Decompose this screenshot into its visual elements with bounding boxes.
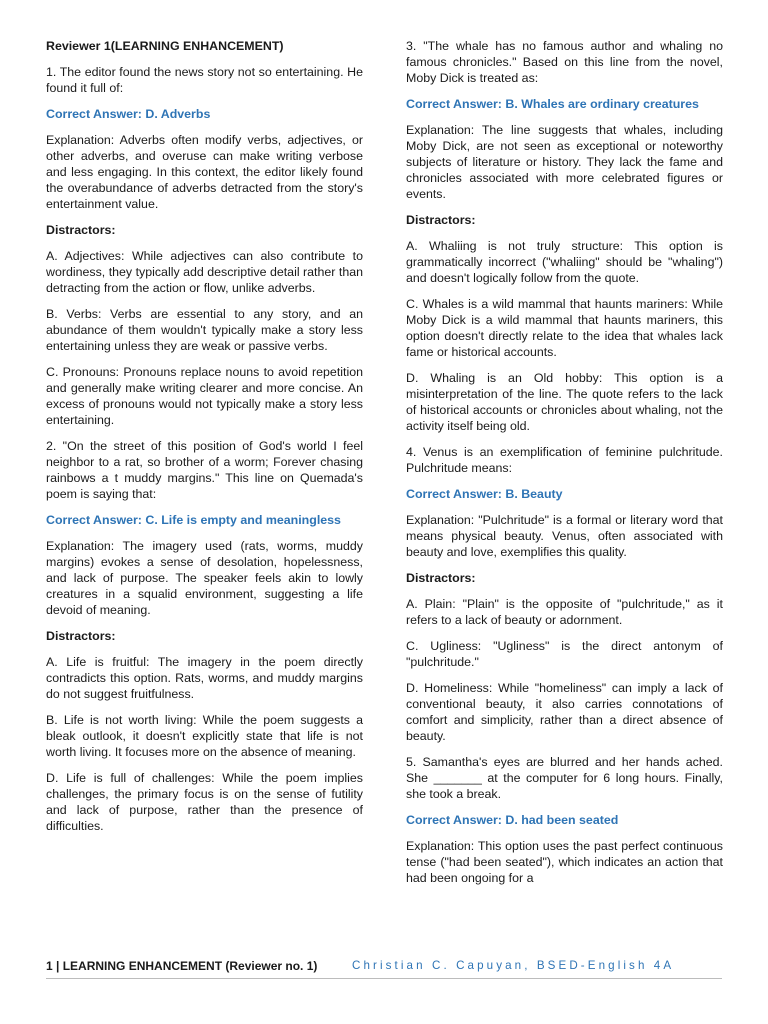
question-2: 2. "On the street of this position of God's world I feel neighbor to a rat, so brother of a worm; Forever chasing rainbows a t muddy margins." This line on Quemada's poem is saying that:	[46, 439, 363, 501]
question-5: 5. Samantha's eyes are blurred and her hands ached. She _______ at the computer for 6 long hours. Finally, she took a break.	[406, 755, 723, 801]
explanation-5: Explanation: This option uses the past perfect continuous tense ("had been seated"), which indicates an action that had been ongoing for a	[406, 839, 723, 885]
document-title: Reviewer 1(LEARNING ENHANCEMENT)	[46, 39, 284, 53]
distractor-2d: D. Life is full of challenges: While the poem implies challenges, the primary focus is on the sense of futility and lack of purpose, rather than the presence of difficulties.	[46, 771, 363, 833]
left-column	[46, 38, 363, 844]
distractors-heading-2: Distractors:	[46, 629, 116, 643]
distractor-4d: D. Homeliness: While "homeliness" can imply a lack of conventional beauty, it also carries connotations of comfort and simplicity, rather than a direct absence of beauty.	[406, 681, 723, 743]
question-1: 1. The editor found the news story not so entertaining. He found it full of:	[46, 65, 363, 95]
distractor-2a: A. Life is fruitful: The imagery in the poem directly contradicts this option. Rats, worms, and muddy margins do not suggest fruitfulness.	[46, 655, 363, 701]
distractors-heading-1: Distractors:	[46, 223, 116, 237]
distractors-heading-4: Distractors:	[406, 571, 476, 585]
explanation-2: Explanation: The imagery used (rats, worms, muddy margins) evokes a sense of desolation, hopelessness, and lack of purpose. The speaker feels akin to lowly creatures in a squalid environment, suggesting a life devoid of meaning.	[46, 539, 363, 617]
footer-author: Christian C. Capuyan, BSED-English 4A	[352, 959, 675, 972]
distractor-2b: B. Life is not worth living: While the poem suggests a bleak outlook, it doesn't explicitly state that life is not worth living. It focuses more on the absence of meaning.	[46, 713, 363, 759]
explanation-4: Explanation: "Pulchritude" is a formal or literary word that means physical beauty. Venus, often associated with beauty and love, exemplifies this quality.	[406, 513, 723, 559]
distractor-1a: A. Adjectives: While adjectives can also contribute to wordiness, they typically add descriptive detail rather than detracting from the action or flow, unlike adverbs.	[46, 249, 363, 295]
question-3: 3. "The whale has no famous author and whaling no famous chronicles." Based on this line from the novel, Moby Dick is treated as:	[406, 39, 723, 85]
answer-1: Correct Answer: D. Adverbs	[46, 107, 211, 121]
answer-4: Correct Answer: B. Beauty	[406, 487, 563, 501]
page-footer	[46, 958, 722, 979]
distractor-3a: A. Whaliing is not truly structure: This option is grammatically incorrect ("whaliing" should be "whaling") and doesn't logically follow from the quote.	[406, 239, 723, 285]
distractor-3d: D. Whaling is an Old hobby: This option is a misinterpretation of the line. The quote refers to the lack of historical accounts or chronicles about whaling, not the activity itself being old.	[406, 371, 723, 433]
right-column	[406, 38, 723, 896]
answer-3: Correct Answer: B. Whales are ordinary creatures	[406, 97, 699, 111]
distractor-1c: C. Pronouns: Pronouns replace nouns to avoid repetition and generally make writing clearer and more concise. An excess of pronouns would not typically make a story less entertaining.	[46, 365, 363, 427]
distractor-4a: A. Plain: "Plain" is the opposite of "pulchritude," as it refers to a lack of beauty or adornment.	[406, 597, 723, 627]
footer-page-label: 1 | LEARNING ENHANCEMENT (Reviewer no. 1)	[46, 959, 318, 973]
answer-5: Correct Answer: D. had been seated	[406, 813, 619, 827]
question-4: 4. Venus is an exemplification of feminine pulchritude. Pulchritude means:	[406, 445, 723, 475]
answer-2: Correct Answer: C. Life is empty and meaningless	[46, 513, 341, 527]
distractor-1b: B. Verbs: Verbs are essential to any story, and an abundance of them wouldn't typically make a story less entertaining unless they are weak or passive verbs.	[46, 307, 363, 353]
distractor-4c: C. Ugliness: "Ugliness" is the direct antonym of "pulchritude."	[406, 639, 723, 669]
distractor-3c: C. Whales is a wild mammal that haunts mariners: While Moby Dick is a wild mammal that haunts mariners, this option doesn't directly relate to the idea that whales lack fame or historical accounts.	[406, 297, 723, 359]
explanation-1: Explanation: Adverbs often modify verbs, adjectives, or other adverbs, and overuse can make writing verbose and less engaging. In this context, the editor likely found the overabundance of adverbs detracted from the story's entertainment value.	[46, 133, 363, 211]
distractors-heading-3: Distractors:	[406, 213, 476, 227]
explanation-3: Explanation: The line suggests that whales, including Moby Dick, are not seen as exceptional or noteworthy subjects of literature or history. They lack the fame and chronicles associated with more celebrated figures or events.	[406, 123, 723, 201]
